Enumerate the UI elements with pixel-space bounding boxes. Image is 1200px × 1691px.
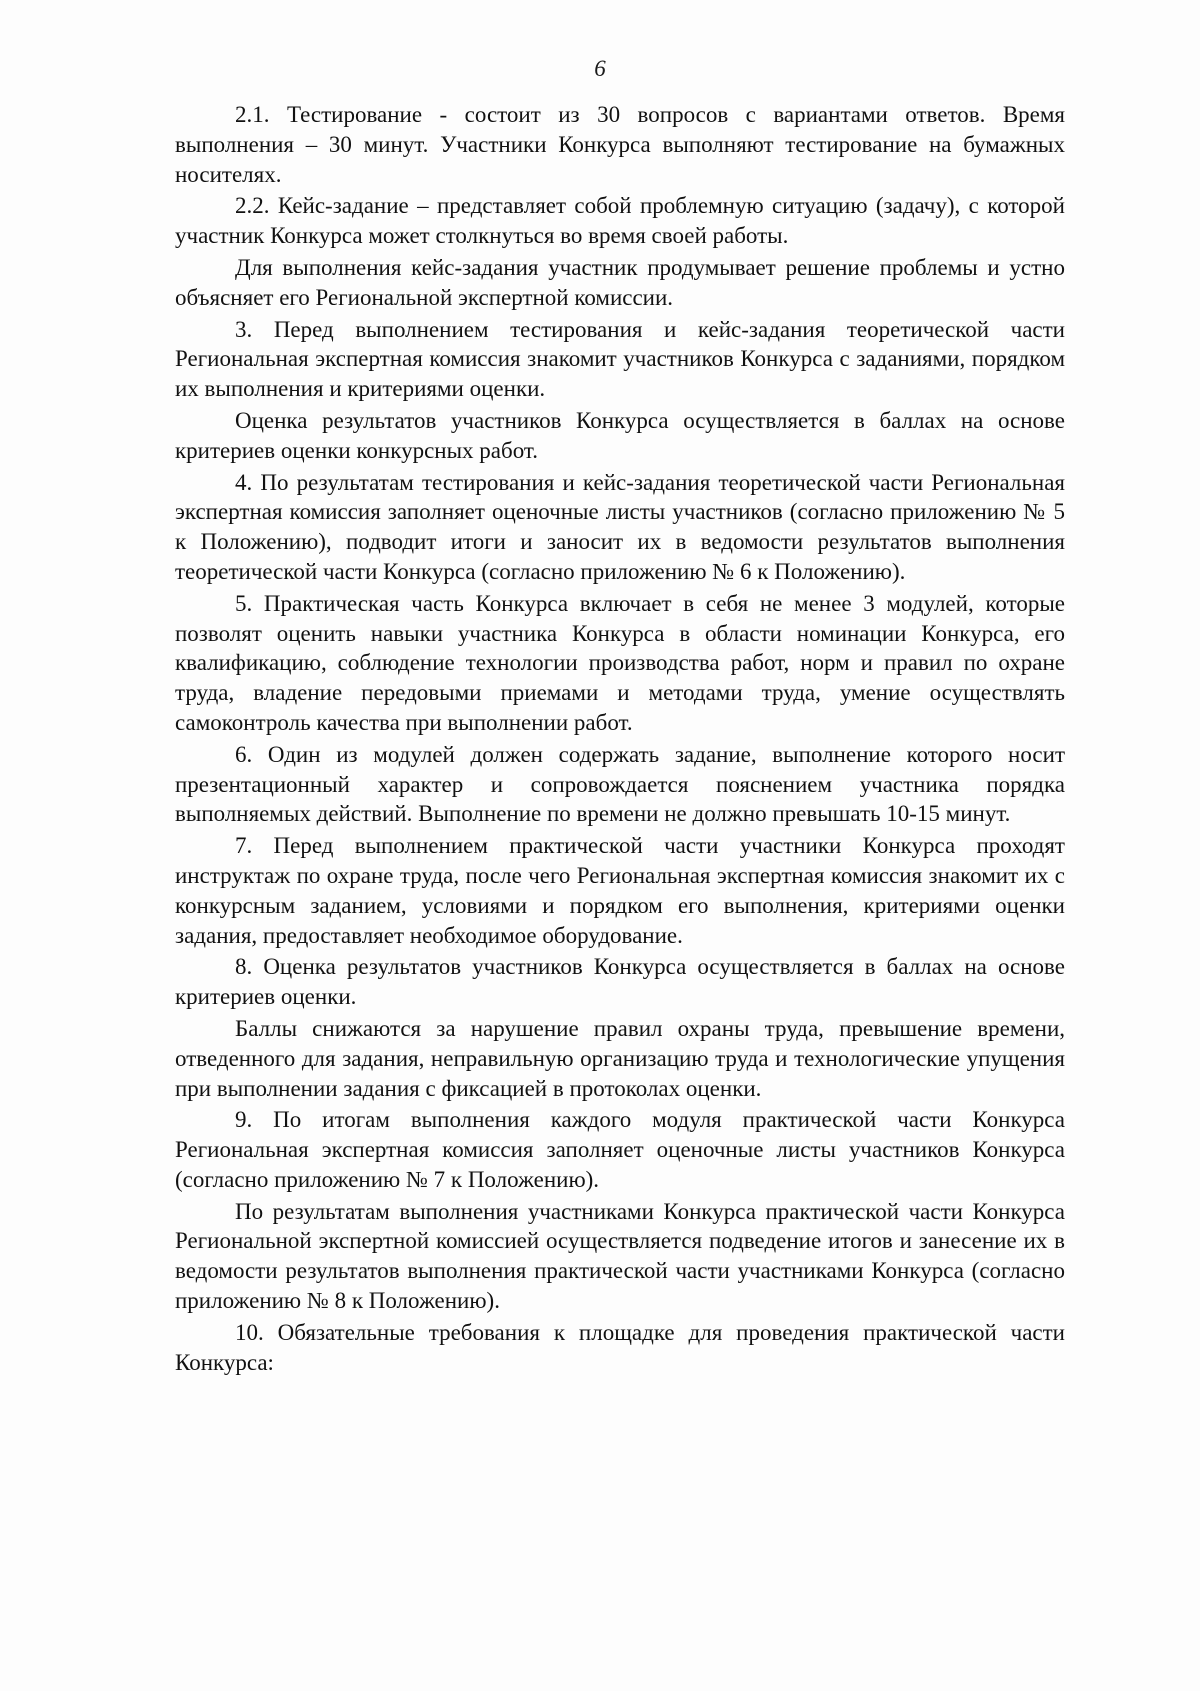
paragraph-penalties: Баллы снижаются за нарушение правил охраны труда, превышение времени, отведенного для задания, неправильную организацию труда и технологические упущения при выполнении задания с фиксацией в протоколах оценки. — [175, 1015, 1065, 1101]
paragraph-5: 5. Практическая часть Конкурса включает в себя не менее 3 модулей, которые позволят оценить навыки участника Конкурса в области номинации Конкурса, его квалификацию, соблюдение технологии производства работ, норм и правил по охране труда, владение передовыми приемами и методами труда, умение осуществлять самоконтроль качества при выполнении работ. — [175, 590, 1065, 735]
paragraph-2-2: 2.2. Кейс-задание – представляет собой проблемную ситуацию (задачу), с которой участник Конкурса может столкнуться во время своей работы. — [175, 193, 1065, 249]
paragraph-10: 10. Обязательные требования к площадке для проведения практической части Конкурса: — [175, 1319, 1065, 1375]
paragraph-4: 4. По результатам тестирования и кейс-задания теоретической части Региональная экспертная комиссия заполняет оценочные листы участников (согласно приложению № 5 к Положению), подводит итоги и заносит их в ведомости результатов выполнения теоретической части Конкурса (согласно приложению № 6 к Положению). — [175, 469, 1065, 584]
paragraph-evaluation-theory: Оценка результатов участников Конкурса осуществляется в баллах на основе критериев оценки конкурсных работ. — [175, 407, 1065, 463]
page-number: 6 — [594, 56, 606, 81]
paragraph-6: 6. Один из модулей должен содержать задание, выполнение которого носит презентационный характер и сопровождается пояснением участника порядка выполняемых действий. Выполнение по времени не должно превышать 10-15 минут. — [175, 741, 1065, 827]
paragraph-9: 9. По итогам выполнения каждого модуля практической части Конкурса Региональная экспертная комиссия заполняет оценочные листы участников Конкурса (согласно приложению № 7 к Положению). — [175, 1107, 1065, 1192]
paragraph-practical-results: По результатам выполнения участниками Конкурса практической части Конкурса Региональной экспертной комиссией осуществляется подведение итогов и занесение их в ведомости результатов выполнения практической части участниками Конкурса (согласно приложению № 8 к Положению). — [175, 1198, 1065, 1314]
paragraph-case-task-solution: Для выполнения кейс-задания участник продумывает решение проблемы и устно объясняет его Региональной экспертной комиссии. — [175, 254, 1065, 310]
paragraph-2-1: 2.1. Тестирование - состоит из 30 вопросов с вариантами ответов. Время выполнения – 30 минут. Участники Конкурса выполняют тестирование на бумажных носителях. — [175, 102, 1065, 187]
paragraph-8: 8. Оценка результатов участников Конкурса осуществляется в баллах на основе критериев оценки. — [175, 954, 1065, 1010]
paragraph-7: 7. Перед выполнением практической части участники Конкурса проходят инструктаж по охране труда, после чего Региональная экспертная комиссия знакомит их с конкурсным заданием, условиями и порядком его выполнения, критериями оценки задания, предоставляет необходимое оборудование. — [175, 833, 1065, 948]
document-body — [175, 100, 1065, 1379]
paragraph-3: 3. Перед выполнением тестирования и кейс-задания теоретической части Региональная экспертная комиссия знакомит участников Конкурса с заданиями, порядком их выполнения и критериями оценки. — [175, 316, 1065, 402]
